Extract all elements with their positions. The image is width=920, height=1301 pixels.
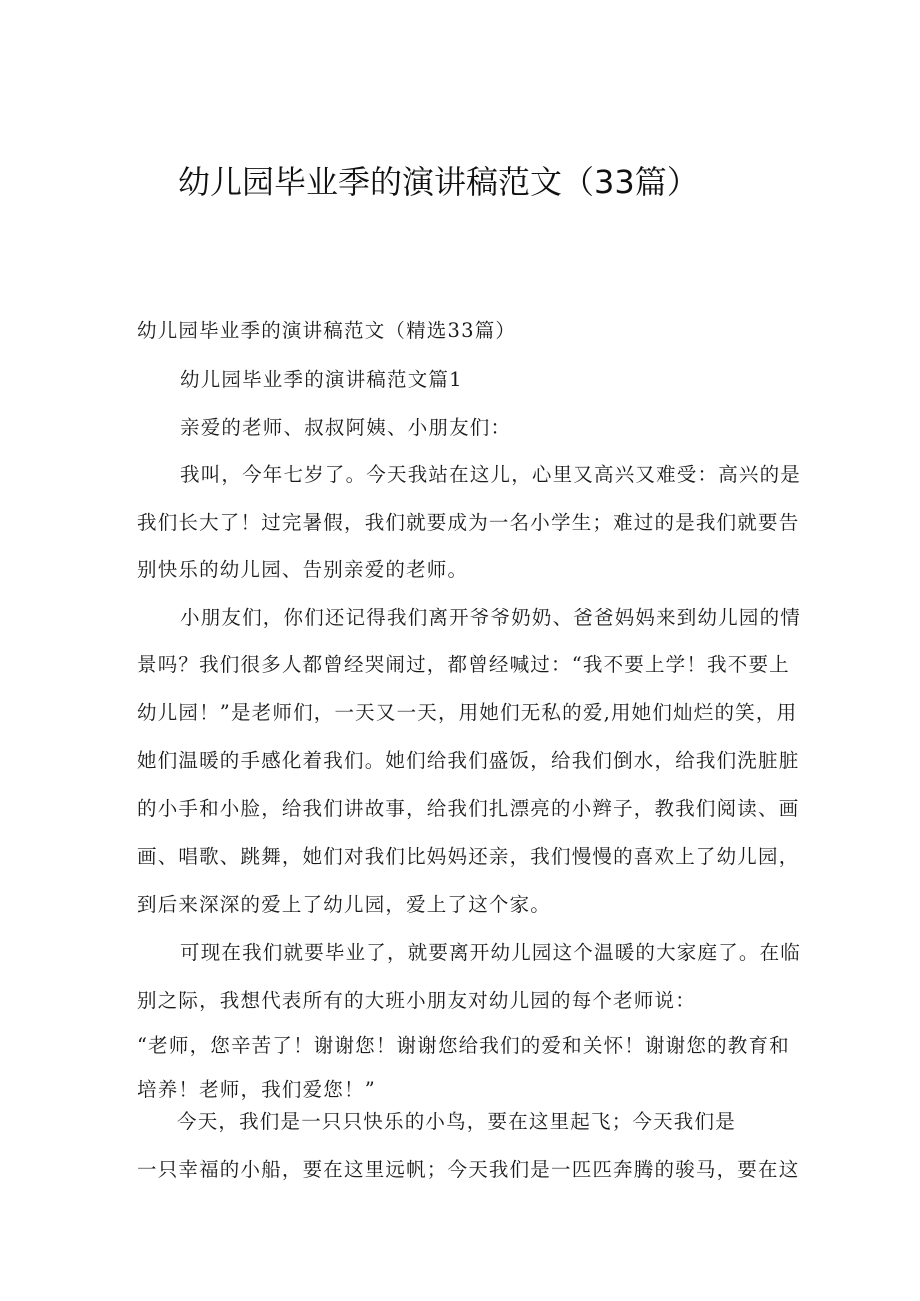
paragraph-line: 景吗？我们很多人都曾经哭闹过，都曾经喊过：“我不要上学！我不要上 <box>137 653 790 676</box>
paragraph-line: 别快乐的幼儿园、告别亲爱的老师。 <box>137 558 469 581</box>
paragraph-line: 培养！老师，我们爱您！” <box>137 1078 376 1101</box>
paragraph-line: 她们温暖的手感化着我们。她们给我们盛饭，给我们倒水，给我们洗脏脏 <box>137 749 800 772</box>
paragraph-line: 幼儿园！”是老师们，一天又一天，用她们无私的爱,用她们灿烂的笑，用 <box>137 701 798 724</box>
paragraph-line: 今天，我们是一只只快乐的小鸟，要在这里起飞；今天我们是 <box>177 1110 736 1133</box>
paragraph-line: 别之际，我想代表所有的大班小朋友对幼儿园的每个老师说： <box>137 989 696 1012</box>
paragraph-line: 的小手和小脸，给我们讲故事，给我们扎漂亮的小辫子，教我们阅读、画 <box>137 797 800 820</box>
paragraph-line: 小朋友们，你们还记得我们离开爷爷奶奶、爸爸妈妈来到幼儿园的情 <box>180 606 802 629</box>
paragraph-line: 画、唱歌、跳舞，她们对我们比妈妈还亲，我们慢慢的喜欢上了幼儿园， <box>137 845 800 868</box>
document-title: 幼儿园毕业季的演讲稿范文（33篇） <box>178 163 699 201</box>
document-subtitle: 幼儿园毕业季的演讲稿范文（精选33篇） <box>137 319 517 342</box>
paragraph-line: 到后来深深的爱上了幼儿园，爱上了这个家。 <box>137 893 552 916</box>
paragraph-line: 我们长大了！过完暑假，我们就要成为一名小学生；难过的是我们就要告 <box>137 511 800 534</box>
paragraph-line: 可现在我们就要毕业了，就要离开幼儿园这个温暖的大家庭了。在临 <box>180 941 802 964</box>
paragraph-line: “老师，您辛苦了！谢谢您！谢谢您给我们的爱和关怀！谢谢您的教育和 <box>137 1034 790 1057</box>
greeting: 亲爱的老师、叔叔阿姨、小朋友们： <box>180 416 512 439</box>
section-heading: 幼儿园毕业季的演讲稿范文篇1 <box>180 368 463 391</box>
paragraph-line: 我叫，今年七岁了。今天我站在这儿，心里又高兴又难受：高兴的是 <box>180 463 802 486</box>
paragraph-line: 一只幸福的小船，要在这里远帆；今天我们是一匹匹奔腾的骏马，要在这 <box>137 1158 800 1181</box>
